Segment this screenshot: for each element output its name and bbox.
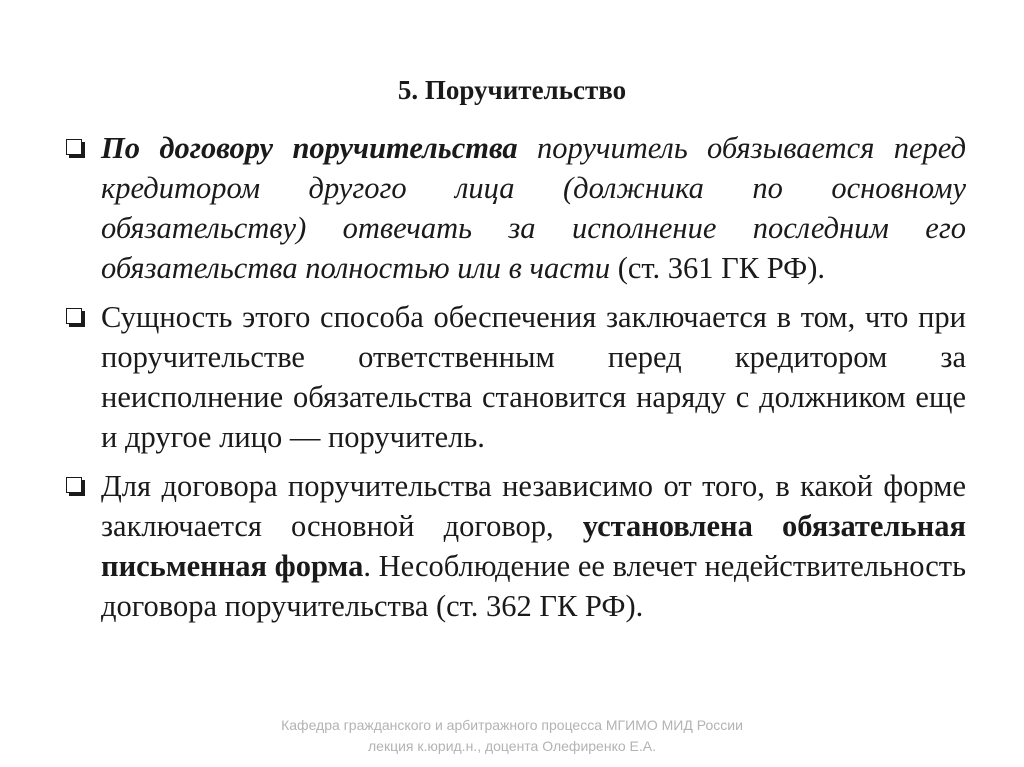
square-checkbox-icon: [66, 477, 82, 493]
footer-line-2: лекция к.юрид.н., доцента Олефиренко Е.А.: [368, 738, 656, 754]
bullet-3-intro: Для договора поручительства независимо от того, в какой форме заключается основной договор,: [101, 469, 966, 543]
bullet-1-emphasis: По договору поручительства: [101, 131, 518, 165]
bullet-1-citation: (ст. 361 ГК РФ).: [610, 251, 826, 285]
slide-footer: [0, 715, 1024, 757]
bullet-3-emphasis: установлена обязательная письменная форма: [101, 509, 966, 583]
bullet-item-3: [64, 466, 966, 626]
slide-content: [64, 128, 966, 635]
bullet-1-definition: поручитель обязывается перед кредитором другого лица (должника по основному обязательству) отвечать за исполнение последним его обязательства полностью или в части: [101, 131, 966, 285]
bullet-2-text: Сущность этого способа обеспечения заключается в том, что при поручительстве ответственным перед кредитором за неисполнение обязательства становится наряду с должником еще и другое лицо — поручитель.: [101, 300, 966, 454]
bullet-item-1: [64, 128, 966, 288]
slide-title: 5. Поручительство: [397, 75, 627, 105]
square-checkbox-icon: [66, 308, 82, 324]
bullet-item-2: [64, 297, 966, 457]
bullet-3-tail: . Несоблюдение ее влечет недействительность договора поручительства (ст. 362 ГК РФ).: [101, 549, 966, 623]
footer-line-1: Кафедра гражданского и арбитражного процесса МГИМО МИД России: [281, 717, 743, 733]
square-checkbox-icon: [66, 139, 82, 155]
